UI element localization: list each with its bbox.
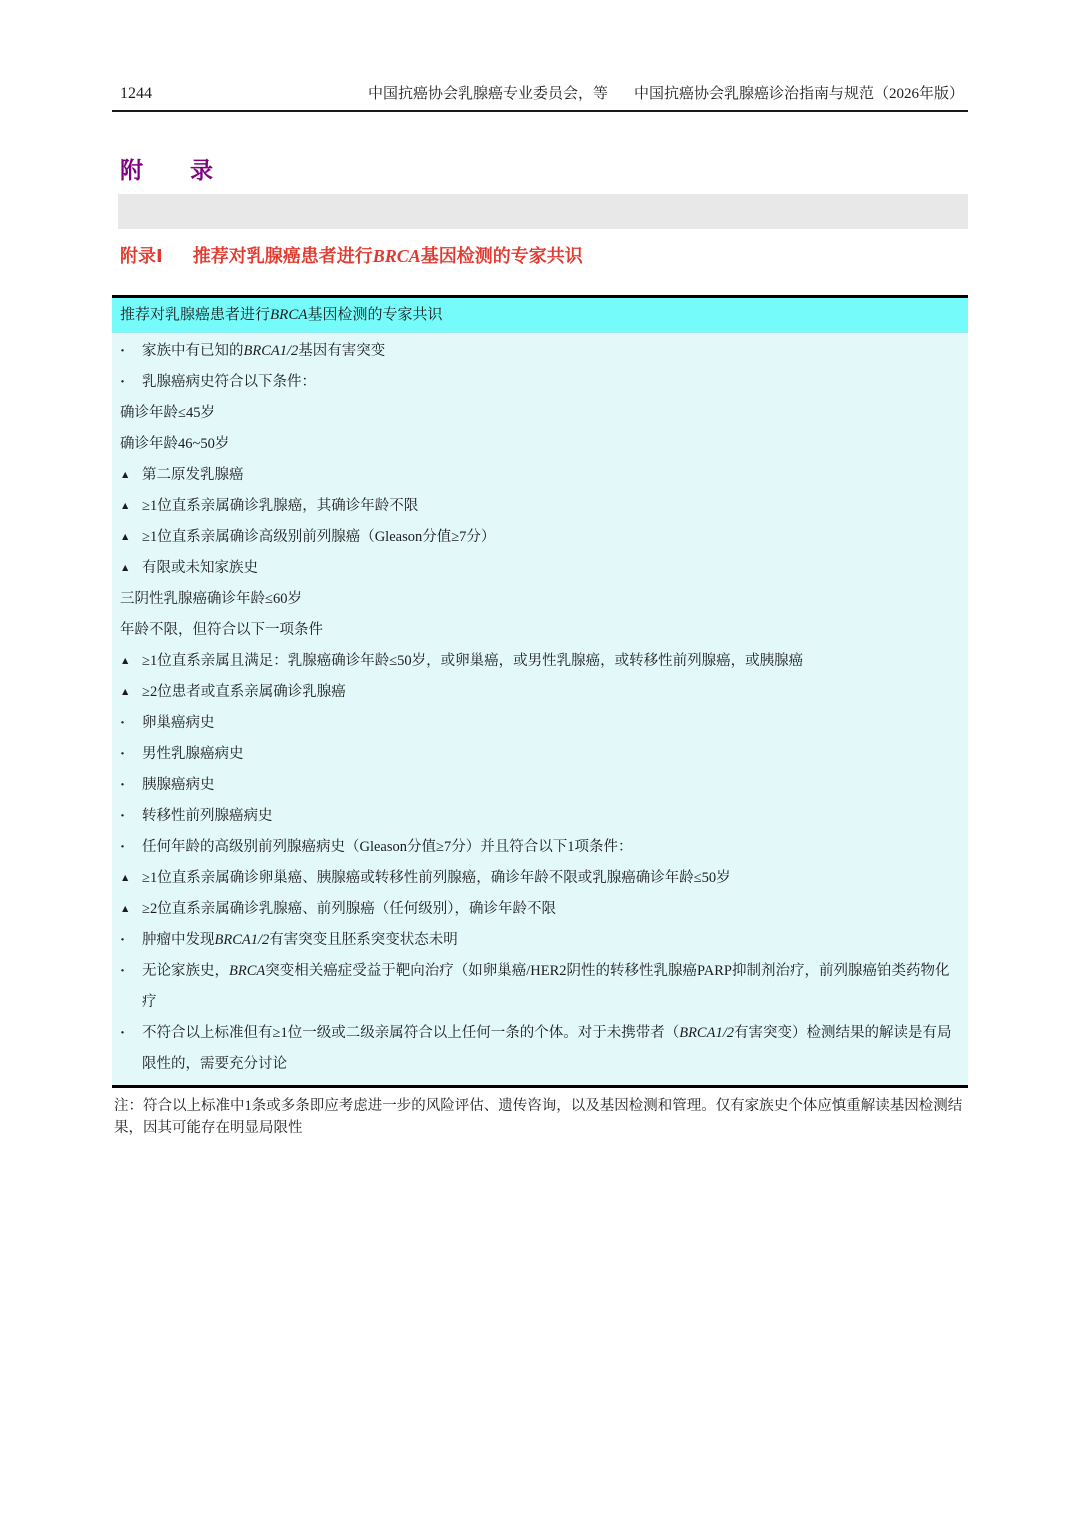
row-text: ≥2位患者或直系亲属确诊乳腺癌	[142, 684, 346, 700]
table-row	[120, 398, 960, 429]
row-text: ≥1位直系亲属确诊卵巢癌、胰腺癌或转移性前列腺癌，确诊年龄不限或乳腺癌确诊年龄≤50岁	[142, 870, 731, 886]
triangle-icon: ▲	[120, 656, 131, 667]
row-text: 无论家族史，BRCA突变相关癌症受益于靶向治疗（如卵巢癌/HER2阴性的转移性乳腺癌PARP抑制剂治疗，前列腺癌铂类药物化疗	[142, 963, 950, 1010]
bullet-dot-icon: ·	[120, 746, 126, 762]
triangle-icon: ▲	[120, 904, 131, 915]
row-text: 男性乳腺癌病史	[142, 746, 244, 762]
table-row	[120, 863, 960, 894]
table-row	[120, 708, 960, 739]
running-header	[112, 0, 968, 112]
table-row	[120, 832, 960, 863]
table-row	[120, 894, 960, 925]
table-row	[120, 491, 960, 522]
section-label: 附录Ⅰ	[120, 246, 163, 266]
bullet-dot-icon: ·	[120, 963, 126, 979]
table-row	[120, 801, 960, 832]
row-text: 确诊年龄≤45岁	[120, 405, 215, 421]
row-text: 不符合以上标准但有≥1位一级或二级亲属符合以上任何一条的个体。对于未携带者（BRCA1/2有害突变）检测结果的解读是有局限性的，需要充分讨论	[142, 1025, 952, 1072]
bullet-dot-icon: ·	[120, 1025, 126, 1041]
table-row	[120, 584, 960, 615]
bullet-dot-icon: ·	[120, 808, 126, 824]
table-row	[120, 615, 960, 646]
journal-guideline: 中国抗癌协会乳腺癌诊治指南与规范（2026年版）	[633, 86, 964, 102]
table-header: 推荐对乳腺癌患者进行BRCA基因检测的专家共识	[112, 298, 968, 333]
section-title	[120, 242, 968, 268]
row-text: 确诊年龄46~50岁	[120, 436, 230, 452]
table-row	[120, 925, 960, 956]
consensus-table	[112, 295, 968, 1088]
row-text: ≥2位直系亲属确诊乳腺癌、前列腺癌（任何级别），确诊年龄不限	[142, 901, 556, 917]
row-text: 胰腺癌病史	[142, 777, 215, 793]
triangle-icon: ▲	[120, 501, 131, 512]
table-row	[120, 336, 960, 367]
triangle-icon: ▲	[120, 532, 131, 543]
triangle-icon: ▲	[120, 873, 131, 884]
table-row	[120, 1018, 960, 1080]
row-text: 肿瘤中发现BRCA1/2有害突变且胚系突变状态未明	[142, 932, 458, 948]
journal-committee: 中国抗癌协会乳腺癌专业委员会，等	[367, 86, 608, 102]
table-body	[112, 333, 968, 1085]
table-row	[120, 739, 960, 770]
bullet-dot-icon: ·	[120, 374, 126, 390]
row-text: 第二原发乳腺癌	[142, 467, 244, 483]
table-row	[120, 429, 960, 460]
row-text: 有限或未知家族史	[142, 560, 258, 576]
row-text: 转移性前列腺癌病史	[142, 808, 273, 824]
section-title-text: 推荐对乳腺癌患者进行BRCA基因检测的专家共识	[192, 246, 583, 266]
triangle-icon: ▲	[120, 470, 131, 481]
table-row	[120, 956, 960, 1018]
bullet-dot-icon: ·	[120, 839, 126, 855]
page-content	[112, 0, 968, 1139]
bullet-dot-icon: ·	[120, 777, 126, 793]
appendix-heading: 附 录	[120, 157, 225, 183]
row-text: ≥1位直系亲属且满足：乳腺癌确诊年龄≤50岁，或卵巢癌，或男性乳腺癌，或转移性前列腺癌，或胰腺癌	[142, 653, 804, 669]
row-text: 卵巢癌病史	[142, 715, 215, 731]
row-text: 任何年龄的高级别前列腺癌病史（Gleason分值≥7分）并且符合以下1项条件：	[142, 839, 633, 855]
table-footnote: 注：符合以上标准中1条或多条即应考虑进一步的风险评估、遗传咨询，以及基因检测和管理。仅有家族史个体应慎重解读基因检测结果，因其可能存在明显局限性	[114, 1098, 963, 1136]
row-text: 年龄不限，但符合以下一项条件	[120, 622, 323, 638]
row-text: 家族中有已知的BRCA1/2基因有害突变	[142, 343, 386, 359]
table-row	[120, 522, 960, 553]
section-divider-bar	[118, 194, 968, 229]
table-row	[120, 460, 960, 491]
triangle-icon: ▲	[120, 687, 131, 698]
table-row	[120, 646, 960, 677]
bullet-dot-icon: ·	[120, 932, 126, 948]
bullet-dot-icon: ·	[120, 343, 126, 359]
row-text: ≥1位直系亲属确诊乳腺癌，其确诊年龄不限	[142, 498, 419, 514]
row-text: ≥1位直系亲属确诊高级别前列腺癌（Gleason分值≥7分）	[142, 529, 496, 545]
table-row	[120, 677, 960, 708]
row-text: 乳腺癌病史符合以下条件：	[142, 374, 316, 390]
journal-line	[368, 82, 964, 103]
table-row	[120, 770, 960, 801]
table-row	[120, 553, 960, 584]
triangle-icon: ▲	[120, 563, 131, 574]
page-number: 1244	[120, 85, 152, 102]
row-text: 三阴性乳腺癌确诊年龄≤60岁	[120, 591, 302, 607]
bullet-dot-icon: ·	[120, 715, 126, 731]
table-row	[120, 367, 960, 398]
